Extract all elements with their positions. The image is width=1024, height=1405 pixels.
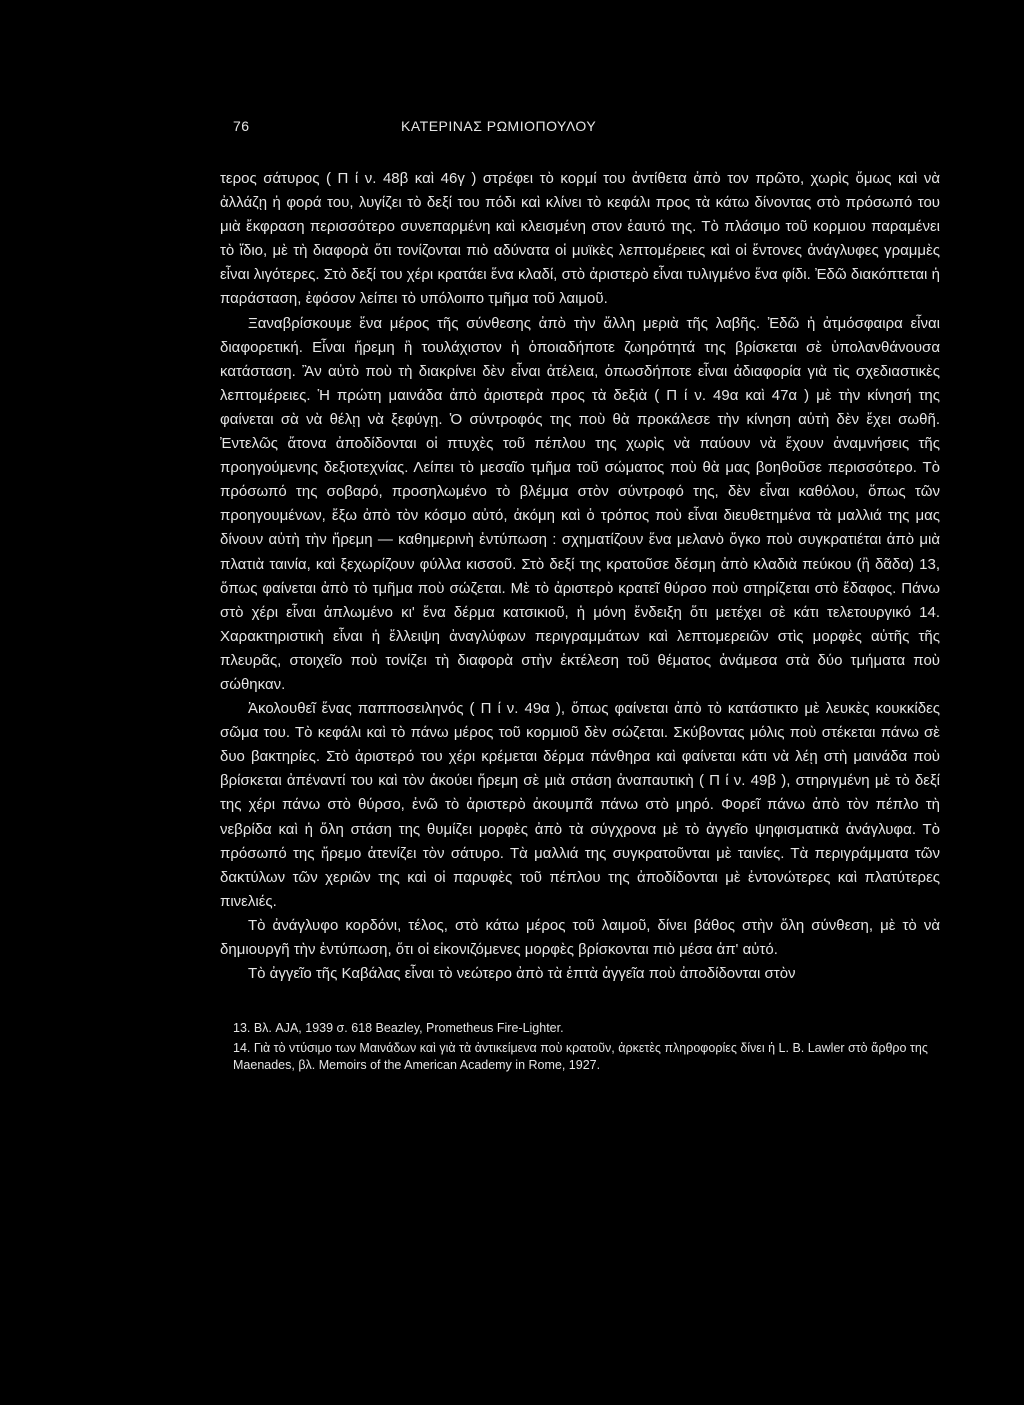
footnote: 13. Βλ. AJA, 1939 σ. 618 Beazley, Prometheus Fire-Lighter. [233,1021,564,1035]
paragraph: Τὸ ἀγγεῖο τῆς Καβάλας εἶναι τὸ νεώτερο ἀπὸ τὰ ἑπτὰ ἀγγεῖα ποὺ ἀποδίδονται στὸν [248,965,796,983]
footnote: 14. Γιὰ τὸ ντύσιμο των Μαινάδων καὶ γιὰ τὰ ἀντικείμενα ποὺ κρατοῦν, ἀρκετὲς πληροφορίες δίνει ἡ L. B. Lawler στὸ ἄρθρο της Maenades, βλ. Memoirs of the American Academy in Rome, 1927. [233,1041,928,1072]
page-number: 76 [233,118,250,134]
footnotes [233,1020,933,1077]
running-head [233,118,939,138]
running-head-title: ΚΑΤΕΡΙΝΑΣ ΡΩΜΙΟΠΟΥΛΟΥ [401,118,597,134]
paragraph: Ξαναβρίσκουμε ἕνα μέρος τῆς σύνθεσης ἀπὸ τὴν ἄλλη μεριὰ τῆς λαβῆς. Ἐδῶ ἡ ἀτμόσφαιρα εἶναι διαφορετική. Εἶναι ἤρεμη ἢ τουλάχιστον ἡ ὁποιαδήποτε ζωηρότητά της βρίσκεται σὲ ὑπολανθάνουσα κατάσταση. Ἂν αὐτὸ ποὺ τὴ διακρίνει δὲν εἶναι ἀτέλεια, ὁπωσδήποτε εἶναι ἀδιαφορία γιὰ τὶς σχεδιαστικὲς λεπτομέρειες. Ἡ πρώτη μαινάδα ἀπὸ ἀριστερὰ προς τὰ δεξιὰ ( Π ί ν. 49α καὶ 47α ) μὲ τὴν κίνησή της φαίνεται σὰ νὰ θέλῃ νὰ ξεφύγῃ. Ὁ σύντροφός της ποὺ θὰ προκάλεσε τὴν κίνηση αὐτὴ δὲν ἔχει σωθῆ. Ἐντελῶς ἄτονα ἀποδίδονται οἱ πτυχὲς τοῦ πέπλου της χωρὶς νὰ παύουν νὰ ἔχουν ἀναμνήσεις τῆς προηγούμενης δεξιοτεχνίας. Λείπει τὸ μεσαῖο τμῆμα τοῦ σώματος ποὺ θὰ μας βοηθοῦσε περισσότερο. Τὸ πρόσωπό της σοβαρό, προσηλωμένο τὸ βλέμμα στὸν σύντροφό της, δὲν εἶναι καθόλου, ὅπως τῶν προηγουμένων, ἔξω ἀπὸ τὸν κόσμο αὐτό, ἀκόμη καὶ ὁ τρόπος ποὺ εἶναι διευθετημένα τὰ μαλλιά της μας δίνουν αὐτὴ τὴν ἤρεμη — καθημερινὴ ἐντύπωση : σχηματίζουν ἕνα μελανὸ ὄγκο ποὺ συγκρατιέται ἀπὸ μιὰ πλατιὰ ταινία, καὶ ξεχωρίζουν φύλλα κισσοῦ. Στὸ δεξί της κρατοῦσε δέσμη ἀπὸ κλαδιὰ πεύκου (ἢ δᾶδα) 13, ὅπως φαίνεται ἀπὸ τὸ τμῆμα ποὺ σώζεται. Μὲ τὸ ἀριστερὸ κρατεῖ θύρσο ποὺ στηρίζεται στὸ ἔδαφος. Πάνω στὸ χέρι εἶναι ἁπλωμένο κι' ἕνα δέρμα κατσικιοῦ, ἡ μόνη ἔνδειξη ὅτι μετέχει σὲ κάτι τελετουργικό 14. Χαρακτηριστικὴ εἶναι ἡ ἔλλειψη ἀναγλύφων περιγραμμάτων καὶ λεπτομερειῶν στὶς μορφὲς αὐτῆς τῆς πλευρᾶς, στοιχεῖο ποὺ τονίζει τὴ διαφορὰ στὴν ἐκτέλεση τοῦ θέματος ἀνάμεσα στὰ δύο τμήματα ποὺ σώθηκαν. [220,314,940,693]
paragraph: Ἀκολουθεῖ ἕνας παπποσειληνός ( Π ί ν. 49α ), ὅπως φαίνεται ἀπὸ τὸ κατάστικτο μὲ λευκὲς κουκκίδες σῶμα του. Τὸ κεφάλι καὶ τὸ πάνω μέρος τοῦ κορμιοῦ δὲν σώζεται. Σκύβοντας μόλις ποὺ στέκεται πάνω σὲ δυο βακτηρίες. Στὸ ἀριστερό του χέρι κρέμεται δέρμα πάνθηρα καὶ φαίνεται κάτι νὰ λέῃ στὴ μαινάδα ποὺ βρίσκεται ἀπέναντί του καὶ τὸν ἀκούει ἤρεμη σὲ μιὰ στάση ἀναπαυτικὴ ( Π ί ν. 49β ), στηριγμένη μὲ τὸ δεξί της χέρι πάνω στὸ θύρσο, ἐνῶ τὸ ἀριστερὸ ἀκουμπᾶ πάνω στὸ μηρό. Φορεῖ πάνω ἀπὸ τὸν πέπλο τὴ νεβρίδα καὶ ἡ ὅλη στάση της θυμίζει μορφὲς ἀπὸ τὰ σύγχρονα μὲ τὸ ἀγγεῖο ψηφισματικὰ ἀνάγλυφα. Τὸ πρόσωπό της ἤρεμο ἀτενίζει τὸν σάτυρο. Τὰ μαλλιά της συγκρατοῦνται μὲ ταινίες. Τὰ περιγράμματα τῶν δακτύλων τῶν χεριῶν της καὶ οἱ παρυφὲς τοῦ πέπλου της ἀποδίδονται μὲ ἐντονώτερες καὶ πλατύτερες πινελιές. [220,700,940,910]
paragraph: Τὸ ἀνάγλυφο κορδόνι, τέλος, στὸ κάτω μέρος τοῦ λαιμοῦ, δίνει βάθος στὴν ὅλη σύνθεση, μὲ τὸ νὰ δημιουργῆ τὴν ἐντύπωση, ὅτι οἱ εἰκονιζόμενες μορφὲς βρίσκονται πιὸ μέσα ἀπ' αὐτό. [220,916,940,958]
paragraph: τερος σάτυρος ( Π ί ν. 48β καὶ 46γ ) στρέφει τὸ κορμί του ἀντίθετα ἀπὸ τον πρῶτο, χωρὶς ὅμως καὶ νὰ ἀλλάζῃ ἡ φορά του, λυγίζει τὸ δεξί του πόδι καὶ κλίνει τὸ κεφάλι προς τὰ κάτω δίνοντας στὸ πρόσωπό του μιὰ ἔκφραση περισσότερο συνεπαρμένη καὶ κλεισμένη στον ἑαυτό της. Τὸ πλάσιμο τοῦ κορμιου παραμένει τὸ ἴδιο, μὲ τὴ διαφορὰ ὅτι τονίζονται πιὸ αδύνατα οἱ μυϊκὲς λεπτομέρειες καὶ οἱ ἔντονες ἀνάγλυφες γραμμὲς εἶναι λιγότερες. Στὸ δεξί του χέρι κρατάει ἕνα κλαδί, στὸ ἀριστερὸ εἶναι τυλιγμένο ἕνα φίδι. Ἐδῶ διακόπτεται ἡ παράσταση, ἐφόσον λείπει τὸ υπόλοιπο τμῆμα τοῦ λαιμοῦ. [220,170,940,308]
body-text [220,167,940,986]
